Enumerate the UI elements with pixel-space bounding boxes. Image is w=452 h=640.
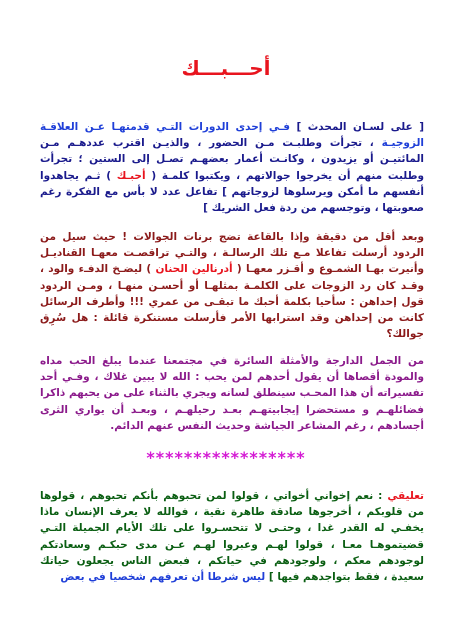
highlighted-word: أحبـك	[116, 169, 146, 182]
paragraph-intro	[40, 119, 424, 216]
highlighted-text: فـي إحدى الدورات التـي قدمتهـا عـن العلاقـة الزوجيـة	[40, 121, 424, 150]
paragraph-comment	[40, 488, 424, 585]
text-segment: من الجمل الدارجة والأمثلة السائرة في مجتمعنا عندما يبلغ الحب مداه والمودة أقصاها أن يقول أحدهم لمن يحب : الله لا يبين غلاك ، وفـي أحد تفسيراته أن هذا المحـب سينطلق لسانه ويجري بالثناء على من يحبهم ذاكرا فضائلهـم و مستحضرا إيجابيتهـم بعـد رحيلهـم ، وبعـد أن يواري الثرى أجسادهم ، رغم المشاعر الجياشة وحديث النفس عنهم الدائم.	[40, 355, 424, 432]
text-segment: : نعم إخواني أخواتي ، قولوا لمن تحبوهم بأنكم تحبوهم ، قولوها من قلوبكم ، أخرجوها صادقة طاهرة نقية ، فوالله لا يعرف الإنسان ماذا يخفـي له القدر غدا ، وحتـى لا تتحسـروا على تلك الأيام الجميلة التـي قضيتموهـا معـا ، قولوا لهـم وعبروا لهـم عـن مدى حبكـم وسعادتكم لوجودهم معكم ، ولوجودهم في حياتكم ، فبعض الناس يجعلون حياتك سعيدة ، فقط بتواجدهم فيها ]	[40, 490, 424, 584]
separator-stars: *****************	[146, 448, 306, 467]
comment-label: تعليقي	[387, 490, 424, 502]
text-segment: ) ثـم يجاهدوا أنفسهم ما أمكن ويرسلوها لزوجاتهم ] تفاعل عدد لا بأس مع الفكرة رغم صعوبتها ، وتوجسهم من ردة فعل الشريك ]	[40, 169, 424, 215]
highlighted-text: أدرنالين الحنان	[155, 263, 233, 276]
highlighted-text: ليس شرطا أن تعرفهم شخصيا في بعض	[60, 571, 266, 584]
text-segment: [ على لسـان المحدث ]	[289, 121, 425, 133]
paragraph-saying	[40, 353, 424, 434]
text-segment: ) ليضـخ الدفـء والود ، وقـد كان رد الزوجات على الكلمـة بمثلهـا أو أحسـن منهـا ، ومـن الردود قول إحداهن : سأحيا بكلمة أحبك ما تبقـى من عمري !!! وأطرف الرسائل كانت من إحداهن وقد استرابها الأمر فأرسلت مستنكرة قائلة : هل سُرِق جوالك؟	[40, 263, 424, 341]
text-segment: ، تجرأت وطلبـت مـن الحضور ، والذيـن اقترب عددهـم مـن المائتيـن أو يزيدون ، وكانـت أعمار بعضهـم تصـل إلى الستين ؛ تجرأت وطلبت منهم أن يخرجوا جوالاتهم ، ويكتبوا كلمـة (	[40, 137, 424, 182]
paragraph-responses	[40, 229, 424, 342]
text-segment: وبعد أقل من دقيقة وإذا بالقاعة تضج برنات الجوالات ! حيث سيل من الردود أرسلت تفاعلا مـع تلك الرسالـة ، والتـي تراقصـت معهـا القناديـل وأنيرت بهـا الشمـوع و أقـزر معهـا (	[40, 231, 424, 276]
page-title: أحـــبـــك	[181, 56, 271, 80]
